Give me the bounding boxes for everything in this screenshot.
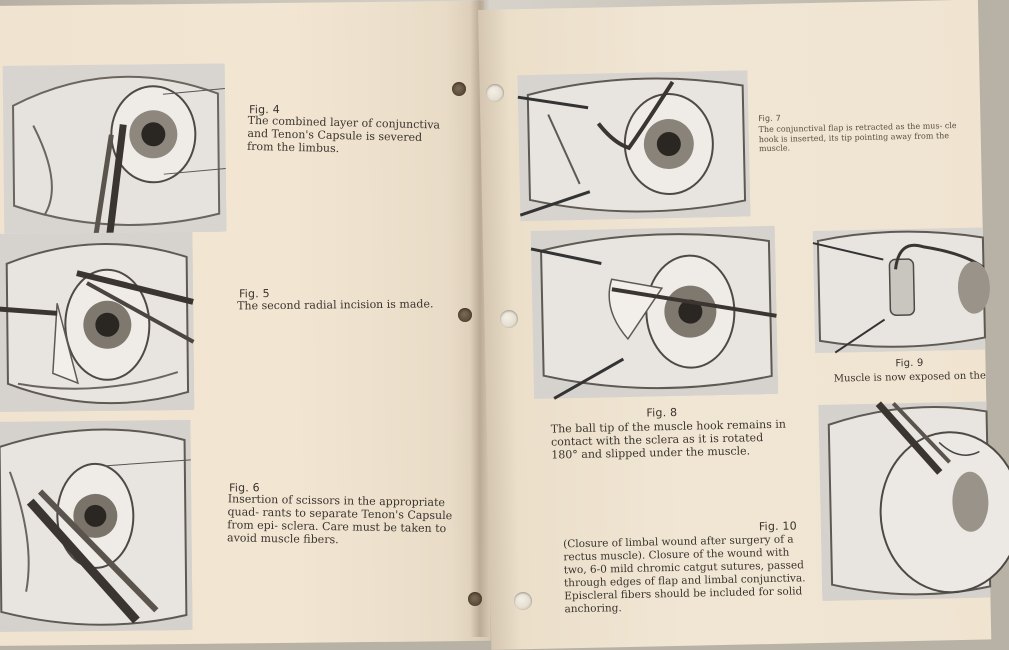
fig7-label: Fig. 7 xyxy=(758,113,782,124)
fig10-illustration xyxy=(818,401,990,600)
right-punch-hole-middle xyxy=(500,310,518,328)
fig4-label: Fig. 4 xyxy=(249,102,280,117)
fig8-illustration xyxy=(531,226,778,399)
right-punch-hole-bottom xyxy=(514,592,532,610)
fig7-illustration xyxy=(517,70,750,221)
fig6-label: Fig. 6 xyxy=(228,481,260,495)
fig9-label: Fig. 9 xyxy=(895,357,924,370)
left-punch-hole-bottom xyxy=(468,592,482,606)
left-punch-hole-top xyxy=(452,82,466,96)
fig10-caption: (Closure of limbal wound after surgery of a rectus muscle). Closure of the wound with two, 6-0 mild chromic catgut sutures, passed through edges of flap and limbal conjunctiva. Episcleral fibers should be included for solid anchoring. xyxy=(563,533,806,616)
fig4-illustration xyxy=(3,64,227,234)
fig6-illustration xyxy=(0,420,193,632)
left-punch-hole-middle xyxy=(458,308,472,322)
fig8-caption: The ball tip of the muscle hook remains in contact with the sclera as it is rotated 180° and slipped under the muscle. xyxy=(550,417,787,462)
fig5-caption: The second radial incision is made. xyxy=(237,297,434,313)
fig5-illustration xyxy=(0,232,194,412)
fig7-caption: The conjunctival flap is retracted as the mus- cle hook is inserted, its tip pointing away from the muscle. xyxy=(758,121,957,154)
fig8-label: Fig. 8 xyxy=(646,405,678,420)
right-page xyxy=(478,0,991,650)
fig6-caption: Insertion of scissors in the appropriate quad- rants to separate Tenon's Capsule from epi- sclera. Care must be taken to avoid muscle fibers. xyxy=(226,492,453,547)
fig10-label: Fig. 10 xyxy=(758,519,797,534)
right-punch-hole-top xyxy=(486,84,504,102)
fig9-caption: Muscle is now exposed on the xyxy=(833,370,986,385)
fig5-label: Fig. 5 xyxy=(238,287,270,301)
left-page xyxy=(0,1,491,646)
fig4-caption: The combined layer of conjunctiva and Tenon's Capsule is severed from the limbus. xyxy=(246,113,441,156)
fig9-illustration xyxy=(813,227,986,353)
